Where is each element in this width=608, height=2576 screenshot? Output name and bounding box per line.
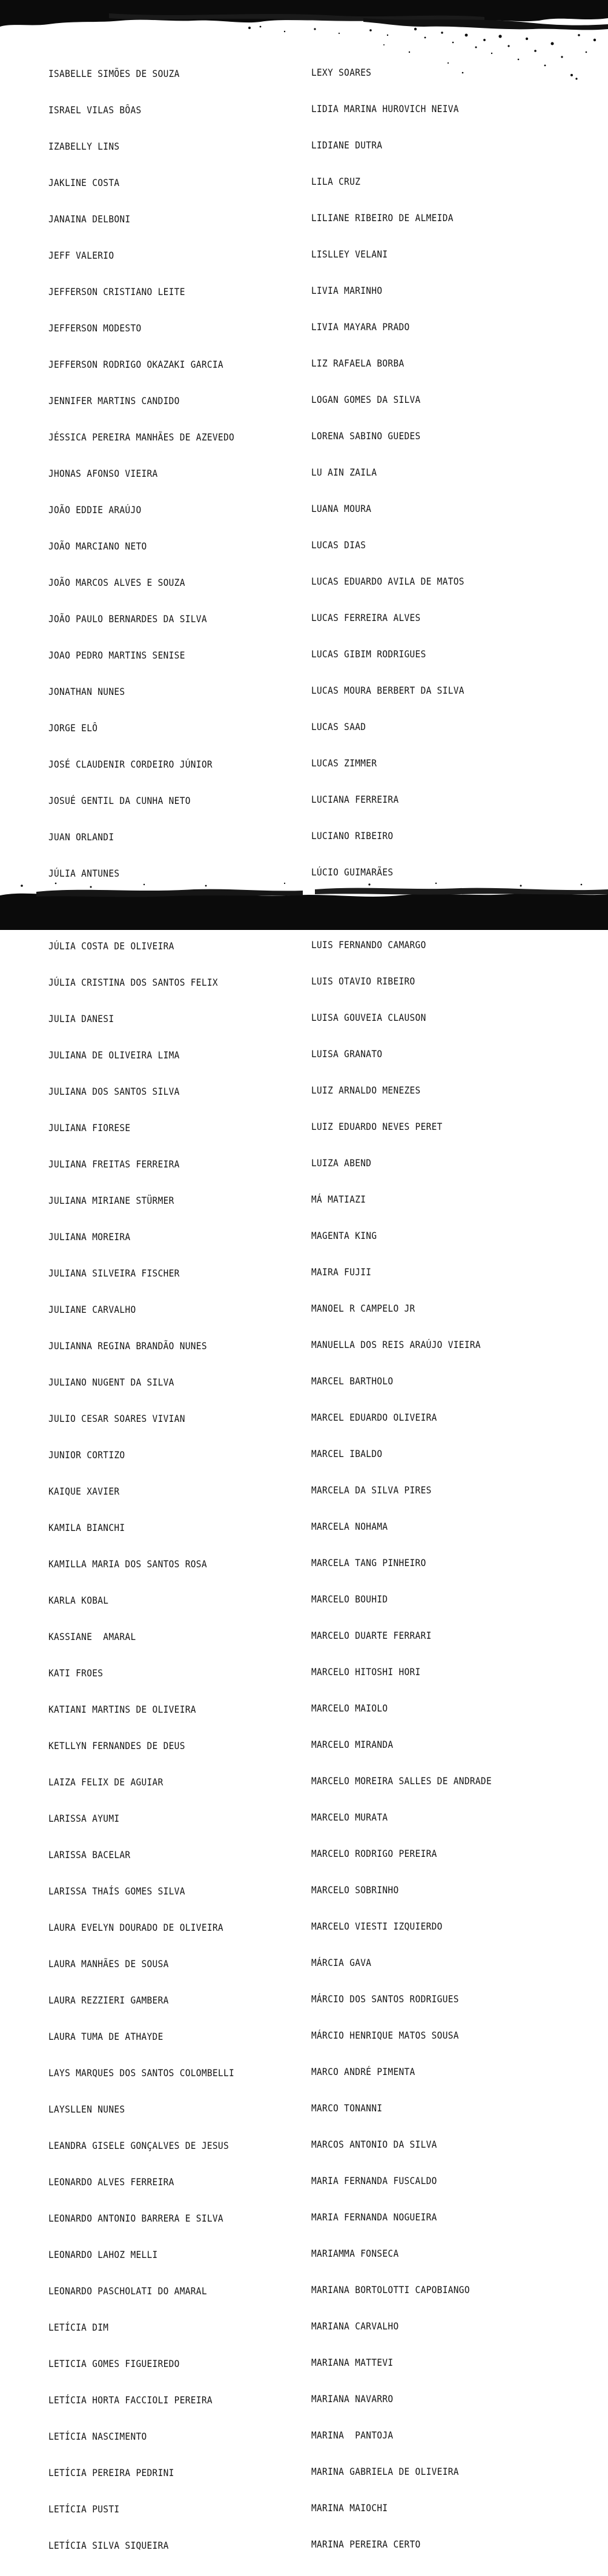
list-item: MÁRCIO HENRIQUE MATOS SOUSA [311, 2030, 459, 2041]
list-item: JUNIOR CORTIZO [48, 1449, 125, 1461]
list-item: LAURA MANHÃES DE SOUSA [48, 1958, 169, 1970]
list-item: KASSIANE AMARAL [48, 1631, 136, 1642]
list-item: MARIANA NAVARRO [311, 2393, 394, 2405]
list-item: JULIANA SILVEIRA FISCHER [48, 1267, 180, 1279]
list-item: LETÍCIA DIM [48, 2322, 109, 2333]
list-item: KAMILA BIANCHI [48, 1522, 125, 1533]
list-item: LUCAS GIBIM RODRIGUES [311, 648, 426, 660]
list-item: JULIANA MIRIANE STÜRMER [48, 1195, 174, 1206]
list-item: JULIANA MOREIRA [48, 1231, 131, 1243]
list-item: JHONAS AFONSO VIEIRA [48, 468, 158, 479]
list-item: JOÃO EDDIE ARAÚJO [48, 504, 142, 516]
list-item: LU AIN ZAILA [311, 466, 377, 478]
list-item: LUIZ ARNALDO MENEZES [311, 1084, 421, 1096]
list-item: KATIANI MARTINS DE OLIVEIRA [48, 1704, 196, 1715]
list-item: LARISSA AYUMI [48, 1813, 120, 1824]
list-item: MÁRCIO DOS SANTOS RODRIGUES [311, 1993, 459, 2005]
list-item: LUCIANO RIBEIRO [311, 830, 394, 842]
list-item: JULIANA DE OLIVEIRA LIMA [48, 1049, 180, 1061]
list-item: KATI FROES [48, 1667, 104, 1679]
list-item: LETÍCIA PUSTI [48, 2503, 120, 2515]
list-item: MARCELO MOREIRA SALLES DE ANDRADE [311, 1775, 492, 1787]
list-item: MÁRCIA GAVA [311, 1957, 372, 1968]
list-item: MANOEL R CAMPELO JR [311, 1303, 415, 1314]
list-item: JOAO PEDRO MARTINS SENISE [48, 649, 185, 661]
list-item: MARINA MAIOCHI [311, 2502, 388, 2514]
names-column-right [311, 42, 512, 2575]
list-item: LAIZA FELIX DE AGUIAR [48, 1776, 164, 1788]
list-item: JÚLIA ANTUNES [48, 868, 120, 879]
list-item: MARCELO DUARTE FERRARI [311, 1630, 432, 1641]
list-item: JULIANA DOS SANTOS SILVA [48, 1086, 180, 1097]
list-item: MANUELLA DOS REIS ARAÚJO VIEIRA [311, 1339, 481, 1350]
list-item: MARCELO MAIOLO [311, 1702, 388, 1714]
list-item: MARCELO SOBRINHO [311, 1884, 399, 1896]
list-item: JUAN ORLANDI [48, 831, 114, 843]
list-item: IZABELLY LINS [48, 141, 120, 152]
list-item: MÁ MATIAZI [311, 1193, 366, 1205]
list-item: JORGE ELÔ [48, 722, 98, 734]
list-item: MARCELA TANG PINHEIRO [311, 1557, 426, 1569]
list-item: JOSUÉ GENTIL DA CUNHA NETO [48, 795, 191, 806]
list-item: LUIS OTAVIO RIBEIRO [311, 975, 415, 987]
list-item: JAKLINE COSTA [48, 177, 120, 188]
list-item: JOÃO MARCIANO NETO [48, 540, 147, 552]
list-item: KETLLYN FERNANDES DE DEUS [48, 1740, 185, 1751]
list-item: LIDIANE DUTRA [311, 139, 383, 151]
list-item: MARCO ANDRÉ PIMENTA [311, 2066, 415, 2077]
list-item: JEFFERSON CRISTIANO LEITE [48, 286, 185, 297]
list-item: JULIANNA REGINA BRANDÃO NUNES [48, 1340, 207, 1352]
list-item: MARCOS ANTONIO DA SILVA [311, 2139, 437, 2150]
list-item: JULIO CESAR SOARES VIVIAN [48, 1413, 185, 1424]
list-item: LAYS MARQUES DOS SANTOS COLOMBELLI [48, 2067, 235, 2079]
list-item: JOSÉ CLAUDENIR CORDEIRO JÚNIOR [48, 759, 213, 770]
list-item: MARCELO RODRIGO PEREIRA [311, 1848, 437, 1859]
list-item: MARINA PANTOJA [311, 2429, 394, 2441]
list-item: LAURA TUMA DE ATHAYDE [48, 2031, 164, 2042]
list-item: LILIANE RIBEIRO DE ALMEIDA [311, 212, 454, 224]
list-item: LEXY SOARES [311, 67, 372, 78]
list-item: JULIANA FREITAS FERREIRA [48, 1158, 180, 1170]
list-item: LUISA GOUVEIA CLAUSON [311, 1012, 426, 1023]
list-item: LUCAS SAAD [311, 721, 366, 732]
list-item: JEFFERSON RODRIGO OKAZAKI GARCIA [48, 359, 223, 370]
list-item: LOGAN GOMES DA SILVA [311, 394, 421, 405]
list-item: JULIANA FIORESE [48, 1122, 131, 1134]
list-item: LUCAS MOURA BERBERT DA SILVA [311, 685, 464, 696]
list-item: LIVIA MARINHO [311, 285, 383, 296]
list-item: JENNIFER MARTINS CANDIDO [48, 395, 180, 407]
list-item: JONATHAN NUNES [48, 686, 125, 697]
list-item: LUCAS FERREIRA ALVES [311, 612, 421, 623]
list-item: LETÍCIA PEREIRA PEDRINI [48, 2467, 174, 2478]
list-item: LETICIA GOMES FIGUEIREDO [48, 2358, 180, 2369]
list-item: MAIRA FUJII [311, 1266, 372, 1278]
list-item: MARCEL BARTHOLO [311, 1375, 394, 1387]
list-item: LETÍCIA NASCIMENTO [48, 2431, 147, 2442]
list-item: MARCELO MIRANDA [311, 1739, 394, 1750]
list-item: LUCAS DIAS [311, 539, 366, 551]
list-item: LETÍCIA SILVA SIQUEIRA [48, 2540, 169, 2551]
list-item: JEFF VALERIO [48, 250, 114, 261]
list-item: LISLLEY VELANI [311, 248, 388, 260]
list-item: LUIS FERNANDO CAMARGO [311, 939, 426, 951]
list-item: JOÃO MARCOS ALVES E SOUZA [48, 577, 185, 588]
list-item: MARIA FERNANDA NOGUEIRA [311, 2211, 437, 2223]
list-item: KAIQUE XAVIER [48, 1486, 120, 1497]
list-item: MARIANA CARVALHO [311, 2320, 399, 2332]
list-item: ISRAEL VILAS BÔAS [48, 104, 142, 116]
list-item: LEONARDO ALVES FERREIRA [48, 2176, 174, 2188]
list-item: MARIANA MATTEVI [311, 2357, 394, 2368]
list-item: LORENA SABINO GUEDES [311, 430, 421, 442]
list-item: JULIANO NUGENT DA SILVA [48, 1376, 174, 1388]
list-item: MARINA GABRIELA DE OLIVEIRA [311, 2466, 459, 2477]
list-item: MARIANA BORTOLOTTI CAPOBIANGO [311, 2284, 470, 2295]
list-item: JOÃO PAULO BERNARDES DA SILVA [48, 613, 207, 625]
list-item: LUIZ EDUARDO NEVES PERET [311, 1121, 443, 1132]
list-item: LIZ RAFAELA BORBA [311, 357, 405, 369]
list-item: LILA CRUZ [311, 176, 361, 187]
list-item: JULIA DANESI [48, 1013, 114, 1024]
list-item: LUANA MOURA [311, 503, 372, 514]
list-item: MARCEL EDUARDO OLIVEIRA [311, 1412, 437, 1423]
list-item: LAYSLLEN NUNES [48, 2103, 125, 2115]
list-item: JÚLIA COSTA DE OLIVEIRA [48, 940, 174, 952]
list-item: MARCELA DA SILVA PIRES [311, 1484, 432, 1496]
list-item: LAURA REZZIERI GAMBERA [48, 1994, 169, 2006]
list-item: LEONARDO ANTONIO BARRERA E SILVA [48, 2213, 223, 2224]
list-item: LETÍCIA HORTA FACCIOLI PEREIRA [48, 2394, 213, 2406]
names-column-left [48, 44, 255, 2576]
list-item: MARCELO VIESTI IZQUIERDO [311, 1920, 443, 1932]
list-item: LIVIA MAYARA PRADO [311, 321, 410, 333]
list-item: JULIANE CARVALHO [48, 1304, 136, 1315]
list-item: LEONARDO PASCHOLATI DO AMARAL [48, 2285, 207, 2297]
list-item: KARLA KOBAL [48, 1595, 109, 1606]
list-item: MARCO TONANNI [311, 2102, 383, 2114]
list-item: MARIAMMA FONSECA [311, 2248, 399, 2259]
list-item: LUCIANA FERREIRA [311, 794, 399, 805]
list-item: MARCELO BOUHID [311, 1593, 388, 1605]
list-item: LEANDRA GISELE GONÇALVES DE JESUS [48, 2140, 229, 2151]
list-item: MARINA PEREIRA CERTO [311, 2538, 421, 2550]
list-item: MARCELO MURATA [311, 1811, 388, 1823]
list-item: LIDIA MARINA HUROVICH NEIVA [311, 103, 459, 115]
list-item: MARCEL IBALDO [311, 1448, 383, 1459]
list-item: MAGENTA KING [311, 1230, 377, 1241]
list-item: MARIA FERNANDA FUSCALDO [311, 2175, 437, 2186]
list-item: LARISSA THAÍS GOMES SILVA [48, 1885, 185, 1897]
list-item: KAMILLA MARIA DOS SANTOS ROSA [48, 1558, 207, 1570]
list-item: MARCELA NOHAMA [311, 1521, 388, 1532]
list-item: LEONARDO LAHOZ MELLI [48, 2249, 158, 2260]
list-item: LUIZA ABEND [311, 1157, 372, 1169]
list-item: ISABELLE SIMÕES DE SOUZA [48, 68, 180, 79]
list-item: LAURA EVELYN DOURADO DE OLIVEIRA [48, 1922, 223, 1933]
list-item: JÚLIA CRISTINA DOS SANTOS FELIX [48, 977, 218, 988]
bottom-ink-border [0, 878, 608, 930]
list-item: LARISSA BACELAR [48, 1849, 131, 1861]
list-item: LUCAS ZIMMER [311, 757, 377, 769]
list-item: JEFFERSON MODESTO [48, 322, 142, 334]
list-item: JÉSSICA PEREIRA MANHÃES DE AZEVEDO [48, 431, 235, 443]
list-item: LÚCIO GUIMARÃES [311, 866, 394, 878]
list-item: LUCAS EDUARDO AVILA DE MATOS [311, 576, 464, 587]
list-item: MARCELO HITOSHI HORI [311, 1666, 421, 1678]
list-item: LUISA GRANATO [311, 1048, 383, 1060]
list-item: JANAINA DELBONI [48, 213, 131, 225]
